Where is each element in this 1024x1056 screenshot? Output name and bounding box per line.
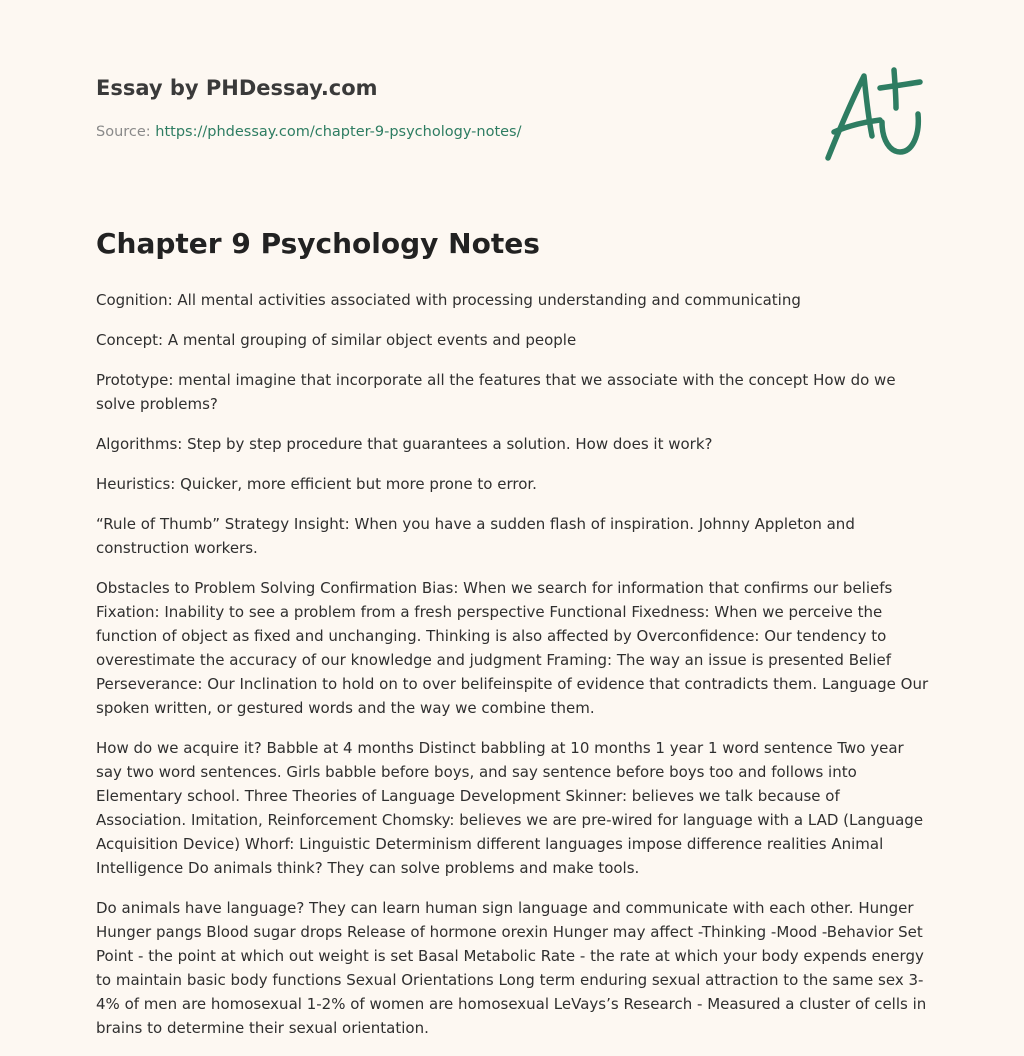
paragraph-cognition: Cognition: All mental activities associated with processing understanding and communicating (96, 291, 801, 309)
paragraph-animal-language: Do animals have language? They can learn human sign language and communicate with each other. Hunger Hunger pangs Blood sugar drops Release of hormone orexin Hunger may affect -Thinking -Mood -Behavior Set Point - the point at which out weight is set Basal Metabolic Rate - the rate at which your body expends energy to maintain basic body functions Sexual Orientations Long term enduring sexual attraction to the same sex 3-4% of men are homosexual 1-2% of women are homosexual LeVays’s Research - Measured a cluster of cells in brains to determine their sexual orientation. (96, 899, 927, 1037)
paragraph-algorithms: Algorithms: Step by step procedure that guarantees a solution. How does it work? (96, 435, 713, 453)
page-title: Chapter 9 Psychology Notes (96, 227, 540, 260)
source-line (96, 124, 522, 140)
site-header (96, 0, 928, 200)
a-plus-logo-icon (820, 66, 930, 166)
article (96, 222, 930, 1056)
site-title: Essay by PHDessay.com (96, 76, 378, 100)
source-label: Source: (96, 124, 156, 140)
paragraph-obstacles: Obstacles to Problem Solving Confirmation Bias: When we search for information that confirms our beliefs Fixation: Inability to see a problem from a fresh perspective Functional Fixedness: When we perceive the function of object as fixed and unchanging. Thinking is also affected by Overconfidence: Our tendency to overestimate the accuracy of our knowledge and judgment Framing: The way an issue is presented Belief Perseverance: Our Inclination to hold on to over belifeinspite of evidence that contradicts them. Language Our spoken written, or gestured words and the way we combine them. (96, 579, 929, 717)
source-link[interactable]: https://phdessay.com/chapter-9-psychology-notes/ (155, 124, 522, 140)
paragraph-heuristics: Heuristics: Quicker, more efficient but more prone to error. (96, 475, 537, 493)
paragraph-prototype: Prototype: mental imagine that incorporate all the features that we associate with the concept How do we solve problems? (96, 371, 896, 413)
paragraph-concept: Concept: A mental grouping of similar object events and people (96, 331, 577, 349)
paragraph-rule-of-thumb: “Rule of Thumb” Strategy Insight: When you have a sudden flash of inspiration. Johnny Appleton and construction workers. (96, 515, 855, 557)
paragraph-language-acquisition: How do we acquire it? Babble at 4 months Distinct babbling at 10 months 1 year 1 word sentence Two year say two word sentences. Girls babble before boys, and say sentence before boys too and follows into Elementary school. Three Theories of Language Development Skinner: believes we talk because of Association. Imitation, Reinforcement Chomsky: believes we are pre-wired for language with a LAD (Language Acquisition Device) Whorf: Linguistic Determinism different languages impose difference realities Animal Intelligence Do animals think? They can solve problems and make tools. (96, 739, 924, 877)
